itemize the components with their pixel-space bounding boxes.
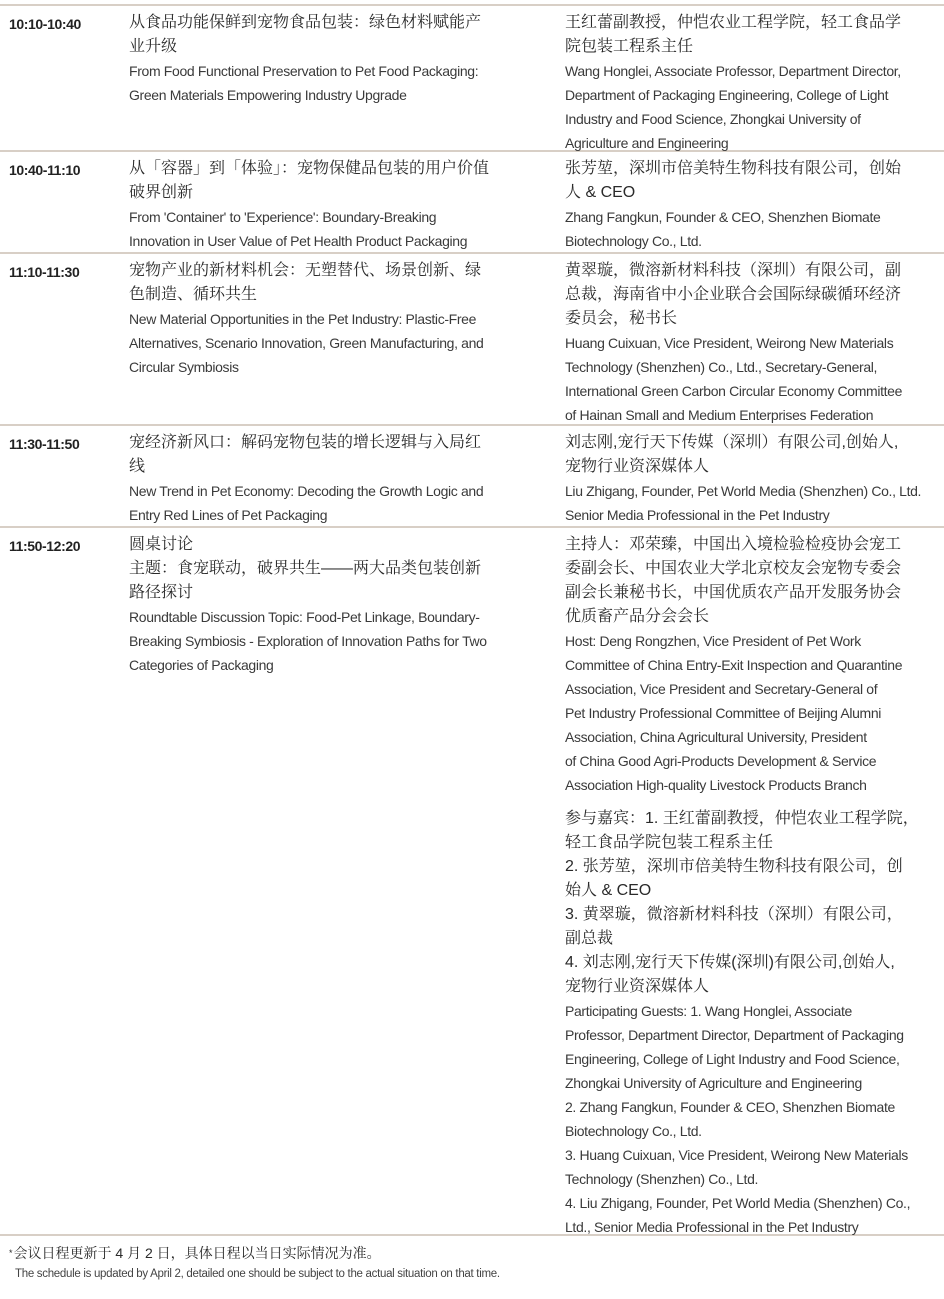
session-time: 10:40-11:10 (9, 162, 81, 178)
guest-en-line: Ltd., Senior Media Professional in the Pet Industry (565, 1219, 859, 1235)
schedule-footnote (9, 1243, 500, 1285)
topic-zh-line: 宠经济新风口：解码宠物包装的增长逻辑与入局红 (129, 434, 482, 451)
topic-en-line: Circular Symbiosis (129, 359, 239, 375)
agenda-row (0, 528, 944, 1236)
guest-zh-line: 副总裁 (565, 930, 614, 947)
topic-en-line: From 'Container' to 'Experience': Boundary-Breaking (129, 209, 437, 225)
topic-zh-line: 从「容器」到「体验」：宠物保健品包装的用户价值 (129, 160, 490, 177)
guest-zh-line: 3. 黄翠璇，微溶新材料科技（深圳）有限公司， (565, 906, 903, 923)
guest-en-line: Zhongkai University of Agriculture and Engineering (565, 1075, 862, 1091)
host-en-line: Association, China Agricultural University, President (565, 729, 867, 745)
session-topic (129, 6, 565, 150)
host-en-line: of China Good Agri-Products Development & Service (565, 753, 877, 769)
topic-en-line: From Food Functional Preservation to Pet Food Packaging: (129, 63, 479, 79)
footnote-zh (9, 1243, 500, 1263)
topic-zh-line: 宠物产业的新材料机会：无塑替代、场景创新、绿 (129, 262, 482, 279)
guests-block (565, 807, 944, 1239)
topic-zh-line: 色制造、循环共生 (129, 286, 258, 303)
session-topic (129, 528, 565, 1234)
guest-zh-line: 参与嘉宾：1. 王红蕾副教授，仲恺农业工程学院， (565, 810, 919, 827)
speaker-en-line: Department of Packaging Engineering, College of Light (565, 87, 889, 103)
topic-en-line: New Material Opportunities in the Pet Industry: Plastic-Free (129, 311, 477, 327)
guest-en-line: Biotechnology Co., Ltd. (565, 1123, 702, 1139)
speaker-en-line: Technology (Shenzhen) Co., Ltd., Secretary-General, (565, 359, 878, 375)
speaker-zh-line: 院包装工程系主任 (565, 38, 694, 55)
guest-en-line: Participating Guests: 1. Wang Honglei, Associate (565, 1003, 852, 1019)
host-zh-line: 委副会长、中国农业大学北京校友会宠物专委会 (565, 560, 902, 577)
speaker-en-line: Wang Honglei, Associate Professor, Department Director, (565, 63, 901, 79)
session-speaker (565, 528, 944, 1234)
host-zh-line: 优质畜产品分会会长 (565, 608, 710, 625)
guest-en-line: Engineering, College of Light Industry and Food Science, (565, 1051, 900, 1067)
host-zh-line: 副会长兼秘书长，中国优质农产品开发服务协会 (565, 584, 902, 601)
session-speaker (565, 6, 944, 150)
topic-en-line: Innovation in User Value of Pet Health Product Packaging (129, 233, 468, 249)
topic-en-line: Alternatives, Scenario Innovation, Green Manufacturing, and (129, 335, 484, 351)
agenda-row (0, 254, 944, 426)
host-en-line: Association High-quality Livestock Products Branch (565, 777, 867, 793)
speaker-en-line: Senior Media Professional in the Pet Industry (565, 507, 830, 523)
session-time: 10:10-10:40 (9, 16, 81, 32)
topic-en-line: Green Materials Empowering Industry Upgrade (129, 87, 407, 103)
agenda-row (0, 6, 944, 152)
speaker-zh-line: 委员会，秘书长 (565, 310, 678, 327)
session-time: 11:50-12:20 (9, 538, 81, 554)
guest-zh-line: 轻工食品学院包装工程系主任 (565, 834, 774, 851)
host-block (565, 533, 944, 797)
speaker-en-line: Agriculture and Engineering (565, 135, 729, 151)
topic-en-line: Entry Red Lines of Pet Packaging (129, 507, 328, 523)
host-zh-line: 主持人：邓荣臻，中国出入境检验检疫协会宠工 (565, 536, 902, 553)
agenda-row (0, 152, 944, 254)
speaker-en-line: International Green Carbon Circular Economy Committee (565, 383, 903, 399)
host-en-line: Association, Vice President and Secretary-General of (565, 681, 878, 697)
session-topic (129, 426, 565, 526)
speaker-zh-line: 总裁，海南省中小企业联合会国际绿碳循环经济 (565, 286, 902, 303)
session-speaker (565, 426, 944, 526)
speaker-en-line: Biotechnology Co., Ltd. (565, 233, 702, 249)
guest-zh-line: 始人 & CEO (565, 882, 652, 899)
topic-en-line: New Trend in Pet Economy: Decoding the Growth Logic and (129, 483, 484, 499)
speaker-zh-line: 黄翠璇，微溶新材料科技（深圳）有限公司，副 (565, 262, 902, 279)
session-topic (129, 254, 565, 424)
session-time: 11:10-11:30 (9, 264, 80, 280)
guest-zh-line: 宠物行业资深媒体人 (565, 978, 710, 995)
speaker-zh-line: 张芳堃，深圳市倍美特生物科技有限公司，创始 (565, 160, 902, 177)
session-speaker (565, 254, 944, 424)
topic-zh-line: 线 (129, 458, 146, 475)
speaker-zh-line: 王红蕾副教授，仲恺农业工程学院，轻工食品学 (565, 14, 902, 31)
guest-en-line: 2. Zhang Fangkun, Founder & CEO, Shenzhen Biomate (565, 1099, 895, 1115)
spacer (565, 797, 944, 807)
guest-zh-line: 2. 张芳堃，深圳市倍美特生物科技有限公司，创 (565, 858, 903, 875)
guest-en-line: 4. Liu Zhigang, Founder, Pet World Media (Shenzhen) Co., (565, 1195, 911, 1211)
topic-en-line: Categories of Packaging (129, 657, 274, 673)
footnote-en: The schedule is updated by April 2, detailed one should be subject to the actual situation on that time. (15, 1268, 500, 1280)
session-time: 11:30-11:50 (9, 436, 80, 452)
guest-en-line: 3. Huang Cuixuan, Vice President, Weirong New Materials (565, 1147, 908, 1163)
topic-zh-line: 破界创新 (129, 184, 194, 201)
topic-zh-line: 主题：食宠联动，破界共生——两大品类包装创新 (129, 560, 482, 577)
guest-zh-line: 4. 刘志刚,宠行天下传媒(深圳)有限公司,创始人, (565, 954, 895, 971)
footnote-zh-text: 会议日程更新于 4 月 2 日，具体日程以当日实际情况为准。 (13, 1245, 381, 1261)
host-en-line: Committee of China Entry-Exit Inspection and Quarantine (565, 657, 903, 673)
agenda-table (0, 4, 944, 1236)
topic-zh-line: 路径探讨 (129, 584, 194, 601)
speaker-en-line: Zhang Fangkun, Founder & CEO, Shenzhen Biomate (565, 209, 881, 225)
guest-en-line: Professor, Department Director, Department of Packaging (565, 1027, 904, 1043)
speaker-zh-line: 宠物行业资深媒体人 (565, 458, 710, 475)
topic-zh-line: 从食品功能保鲜到宠物食品包装：绿色材料赋能产 (129, 14, 482, 31)
speaker-en-line: Industry and Food Science, Zhongkai University of (565, 111, 861, 127)
agenda-row (0, 426, 944, 528)
asterisk: * (9, 1248, 13, 1258)
speaker-en-line: of Hainan Small and Medium Enterprises Federation (565, 407, 874, 423)
session-speaker (565, 152, 944, 252)
host-en-line: Host: Deng Rongzhen, Vice President of Pet Work (565, 633, 861, 649)
speaker-zh-line: 刘志刚,宠行天下传媒（深圳）有限公司,创始人, (565, 434, 899, 451)
speaker-zh-line: 人 & CEO (565, 184, 636, 201)
topic-zh-line: 圆桌讨论 (129, 536, 194, 553)
speaker-en-line: Huang Cuixuan, Vice President, Weirong New Materials (565, 335, 894, 351)
session-topic (129, 152, 565, 252)
speaker-en-line: Liu Zhigang, Founder, Pet World Media (Shenzhen) Co., Ltd. (565, 483, 922, 499)
topic-en-line: Breaking Symbiosis - Exploration of Innovation Paths for Two (129, 633, 487, 649)
guest-en-line: Technology (Shenzhen) Co., Ltd. (565, 1171, 759, 1187)
topic-zh-line: 业升级 (129, 38, 178, 55)
host-en-line: Pet Industry Professional Committee of Beijing Alumni (565, 705, 882, 721)
topic-en-line: Roundtable Discussion Topic: Food-Pet Linkage, Boundary- (129, 609, 480, 625)
